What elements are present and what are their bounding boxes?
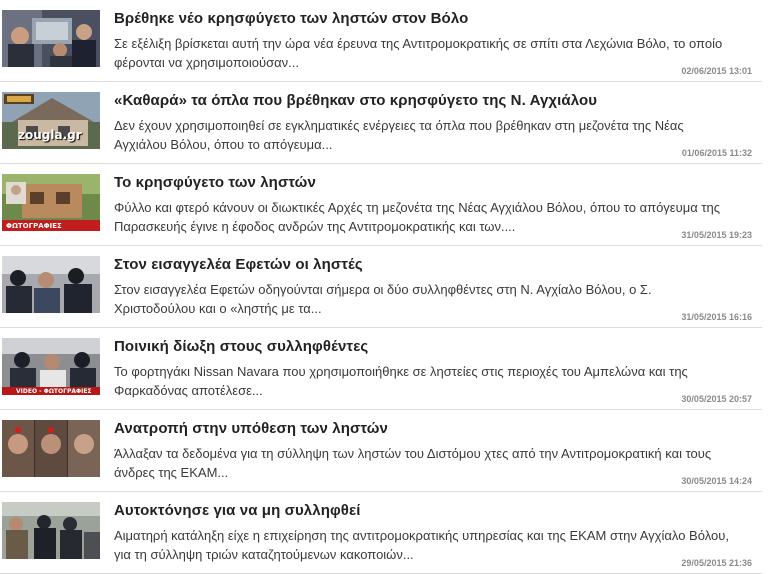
article-thumbnail[interactable] bbox=[2, 174, 100, 231]
news-item bbox=[0, 410, 762, 492]
article-summary: Άλλαξαν τα δεδομένα για τη σύλληψη των ληστών του Διστόμου χτες από την Αντιτρομοκρατική και τους άνδρες της ΕΚΑΜ... bbox=[114, 446, 712, 480]
article-timestamp: 01/06/2015 11:32 bbox=[681, 148, 752, 158]
news-item bbox=[0, 246, 762, 328]
thumbnail-label: ΦΩΤΟΓΡΑΦΙΕΣ bbox=[6, 222, 62, 230]
article-title-link[interactable]: Ανατροπή στην υπόθεση των ληστών bbox=[114, 420, 388, 437]
article-summary: Το φορτηγάκι Nissan Navara που χρησιμοποιήθηκε σε ληστείες στις περιοχές του Αμπελώνα και της Φαρκαδόνας αποτέλεσε... bbox=[114, 364, 688, 398]
thumbnail-label: VIDEO - ΦΩΤΟΓΡΑΦΙΕΣ bbox=[16, 388, 92, 395]
article-summary: Στον εισαγγελέα Εφετών οδηγούνται σήμερα οι δύο συλληφθέντες στη Ν. Αγχίαλο Βόλου, ο Σ. Χριστοδούλου και ο «ληστής με τα... bbox=[114, 282, 652, 316]
article-thumbnail[interactable] bbox=[2, 10, 100, 67]
thumbnail-photo-icon bbox=[2, 502, 100, 559]
news-item bbox=[0, 0, 762, 82]
thumbnail-photo-icon bbox=[2, 338, 100, 395]
thumbnail-photo-icon bbox=[2, 420, 100, 477]
article-timestamp: 31/05/2015 19:23 bbox=[681, 230, 752, 240]
article-timestamp: 31/05/2015 16:16 bbox=[681, 312, 752, 322]
article-title-link[interactable]: Στον εισαγγελέα Εφετών οι ληστές bbox=[114, 256, 363, 273]
article-thumbnail[interactable] bbox=[2, 256, 100, 313]
article-timestamp: 30/05/2015 14:24 bbox=[681, 476, 752, 486]
news-item bbox=[0, 164, 762, 246]
article-timestamp: 30/05/2015 20:57 bbox=[681, 394, 752, 404]
thumbnail-photo-icon bbox=[2, 256, 100, 313]
article-summary: Αιματηρή κατάληξη είχε η επιχείρηση της αντιτρομοκρατικής υπηρεσίας και της ΕΚΑΜ στην Αγχίαλο Βόλου, για τη σύλληψη τριών καταζητούμενων κακοποιών... bbox=[114, 528, 729, 562]
article-thumbnail[interactable] bbox=[2, 92, 100, 149]
article-thumbnail[interactable] bbox=[2, 502, 100, 559]
article-thumbnail[interactable] bbox=[2, 420, 100, 477]
article-summary: Σε εξέλιξη βρίσκεται αυτή την ώρα νέα έρευνα της Αντιτρομοκρατικής σε σπίτι στα Λεχώνια Βόλο, το οποίο φέρονται να χρησιμοποιούσαν... bbox=[114, 36, 723, 70]
thumbnail-photo-icon bbox=[2, 10, 100, 67]
article-title-link[interactable]: Ποινική δίωξη στους συλληφθέντες bbox=[114, 338, 369, 355]
thumbnail-watermark: zougla.gr bbox=[18, 128, 82, 142]
article-title-link[interactable]: Αυτοκτόνησε για να μη συλληφθεί bbox=[114, 502, 361, 519]
article-title-link[interactable]: «Καθαρά» τα όπλα που βρέθηκαν στο κρησφύγετο της Ν. Αγχιάλου bbox=[114, 92, 598, 109]
article-title-link[interactable]: Το κρησφύγετο των ληστών bbox=[114, 174, 316, 191]
article-timestamp: 29/05/2015 21:36 bbox=[681, 558, 752, 568]
article-timestamp: 02/06/2015 13:01 bbox=[681, 66, 752, 76]
article-summary: Φύλλο και φτερό κάνουν οι διωκτικές Αρχές τη μεζονέτα της Νέας Αγχιάλου Βόλου, όπου το απόγευμα της Παρασκευής έγινε η έφοδος ανδρών της Αντιτρομοκρατικής και των.... bbox=[114, 200, 720, 234]
article-title-link[interactable]: Βρέθηκε νέο κρησφύγετο των ληστών στον Βόλο bbox=[114, 10, 469, 27]
article-summary: Δεν έχουν χρησιμοποιηθεί σε εγκληματικές ενέργειες τα όπλα που βρέθηκαν στη μεζονέτα της Νέας Αγχιάλου Βόλου, όπου το απόγευμα... bbox=[114, 118, 684, 152]
article-thumbnail[interactable] bbox=[2, 338, 100, 395]
news-item bbox=[0, 328, 762, 410]
news-item bbox=[0, 82, 762, 164]
news-item bbox=[0, 492, 762, 574]
